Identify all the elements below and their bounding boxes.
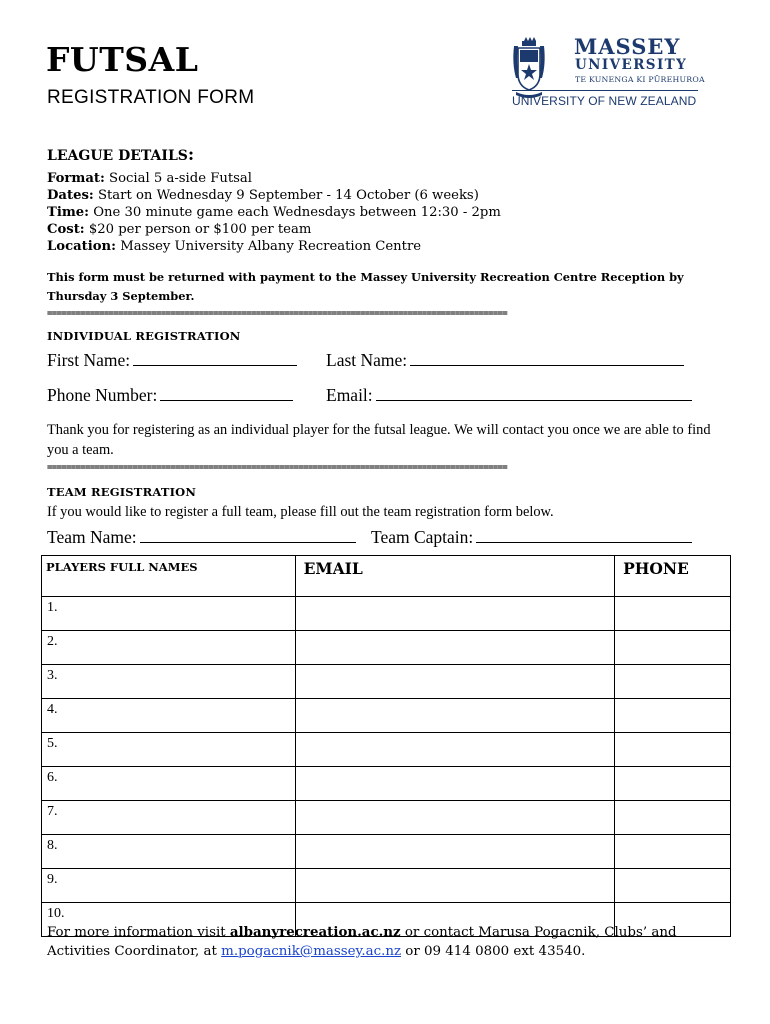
player-email-cell[interactable] xyxy=(295,631,614,665)
phone-label: Phone Number: xyxy=(47,385,158,405)
col-header-names: PLAYERS FULL NAMES xyxy=(42,556,296,597)
table-row xyxy=(42,801,731,835)
logo-divider xyxy=(512,90,698,91)
player-phone-cell[interactable] xyxy=(615,801,731,835)
team-name-line[interactable] xyxy=(140,528,356,543)
league-location xyxy=(47,238,421,255)
form-title: FUTSAL xyxy=(46,40,199,79)
cost-value: $20 per person or $100 per team xyxy=(84,222,312,237)
col-header-phone: PHONE xyxy=(615,556,731,597)
format-label: Format: xyxy=(47,171,105,186)
player-phone-cell[interactable] xyxy=(615,869,731,903)
player-name-cell[interactable]: 4. xyxy=(42,699,296,733)
league-dates xyxy=(47,187,479,204)
dates-label: Dates: xyxy=(47,188,94,203)
team-captain-line[interactable] xyxy=(476,528,692,543)
first-name-line[interactable] xyxy=(133,351,297,366)
player-email-cell[interactable] xyxy=(295,801,614,835)
player-name-cell[interactable]: 3. xyxy=(42,665,296,699)
first-name-field[interactable] xyxy=(47,350,297,371)
footer-website: albanyrecreation.ac.nz xyxy=(229,924,401,940)
player-email-cell[interactable] xyxy=(295,869,614,903)
league-cost xyxy=(47,221,311,238)
player-email-cell[interactable] xyxy=(295,733,614,767)
player-name-cell[interactable]: 7. xyxy=(42,801,296,835)
league-heading-colon: : xyxy=(187,145,195,165)
players-table xyxy=(41,555,731,937)
phone-line[interactable] xyxy=(160,386,293,401)
team-intro-text: If you would like to register a full team, please fill out the team registration form below. xyxy=(47,504,554,520)
player-phone-cell[interactable] xyxy=(615,631,731,665)
player-email-cell[interactable] xyxy=(295,767,614,801)
player-phone-cell[interactable] xyxy=(615,835,731,869)
footer-mid-text: or contact Marusa Pogacnik, Clubs’ and Activities Coordinator, at xyxy=(47,925,677,959)
cost-label: Cost: xyxy=(47,222,85,237)
player-phone-cell[interactable] xyxy=(615,597,731,631)
table-row xyxy=(42,665,731,699)
team-name-label: Team Name: xyxy=(47,527,137,547)
player-name-cell[interactable]: 5. xyxy=(42,733,296,767)
logo-tagline: UNIVERSITY OF NEW ZEALAND xyxy=(512,94,697,108)
form-subtitle: REGISTRATION FORM xyxy=(47,87,255,108)
team-registration-heading: TEAM REGISTRATION xyxy=(47,485,197,499)
last-name-line[interactable] xyxy=(410,351,684,366)
separator-line: ================================================================================================= xyxy=(47,309,508,319)
email-line[interactable] xyxy=(376,386,692,401)
player-name-cell[interactable]: 9. xyxy=(42,869,296,903)
player-name-cell[interactable]: 1. xyxy=(42,597,296,631)
time-value: One 30 minute game each Wednesdays between 12:30 - 2pm xyxy=(89,205,501,220)
footer-contact xyxy=(47,923,737,961)
logo-wordmark: MASSEY xyxy=(574,34,681,59)
table-header-row xyxy=(42,556,731,597)
player-email-cell[interactable] xyxy=(295,699,614,733)
format-value: Social 5 a-side Futsal xyxy=(104,171,252,186)
col-header-email: EMAIL xyxy=(295,556,614,597)
table-row xyxy=(42,631,731,665)
player-email-cell[interactable] xyxy=(295,597,614,631)
player-email-cell[interactable] xyxy=(295,835,614,869)
individual-registration-heading: INDIVIDUAL REGISTRATION xyxy=(47,329,241,343)
player-phone-cell[interactable] xyxy=(615,767,731,801)
table-row xyxy=(42,869,731,903)
time-label: Time: xyxy=(47,205,90,220)
first-name-label: First Name: xyxy=(47,350,131,370)
individual-thanks-text: Thank you for registering as an individual player for the futsal league. We will contact you once we are able to find you a team. xyxy=(47,422,711,458)
player-phone-cell[interactable] xyxy=(615,733,731,767)
email-label: Email: xyxy=(326,385,373,405)
dates-value: Start on Wednesday 9 September - 14 October (6 weeks) xyxy=(93,188,479,203)
league-heading-text: LEAGUE DETAILS xyxy=(47,148,188,164)
table-row xyxy=(42,733,731,767)
table-row xyxy=(42,835,731,869)
player-name-cell[interactable]: 6. xyxy=(42,767,296,801)
player-name-cell[interactable]: 8. xyxy=(42,835,296,869)
table-row xyxy=(42,597,731,631)
player-phone-cell[interactable] xyxy=(615,699,731,733)
table-row xyxy=(42,699,731,733)
league-time xyxy=(47,204,501,221)
team-name-field[interactable] xyxy=(47,527,356,548)
footer-post-text: or 09 414 0800 ext 43540. xyxy=(401,944,586,959)
last-name-label: Last Name: xyxy=(326,350,408,370)
location-value: Massey University Albany Recreation Centre xyxy=(116,239,422,254)
logo-maori-motto: TE KUNENGA KI PŪREHUROA xyxy=(575,75,705,84)
player-name-cell[interactable]: 10. xyxy=(42,903,296,937)
table-row xyxy=(42,767,731,801)
location-label: Location: xyxy=(47,239,116,254)
player-email-cell[interactable] xyxy=(295,665,614,699)
footer-pre-text: For more information visit xyxy=(47,925,230,940)
separator-line: ================================================================================================= xyxy=(47,463,508,473)
footer-email-link[interactable]: m.pogacnik@massey.ac.nz xyxy=(221,944,402,959)
logo-university: UNIVERSITY xyxy=(575,57,688,73)
league-details-heading xyxy=(47,145,194,165)
league-format xyxy=(47,170,252,187)
last-name-field[interactable] xyxy=(326,350,684,371)
phone-number-field[interactable] xyxy=(47,385,293,406)
team-captain-label: Team Captain: xyxy=(371,527,474,547)
player-phone-cell[interactable] xyxy=(615,665,731,699)
player-name-cell[interactable]: 2. xyxy=(42,631,296,665)
team-captain-field[interactable] xyxy=(371,527,692,548)
email-field[interactable] xyxy=(326,385,692,406)
return-notice: This form must be returned with payment to the Massey University Recreation Centre Reception by Thursday 3 September. xyxy=(47,270,684,303)
